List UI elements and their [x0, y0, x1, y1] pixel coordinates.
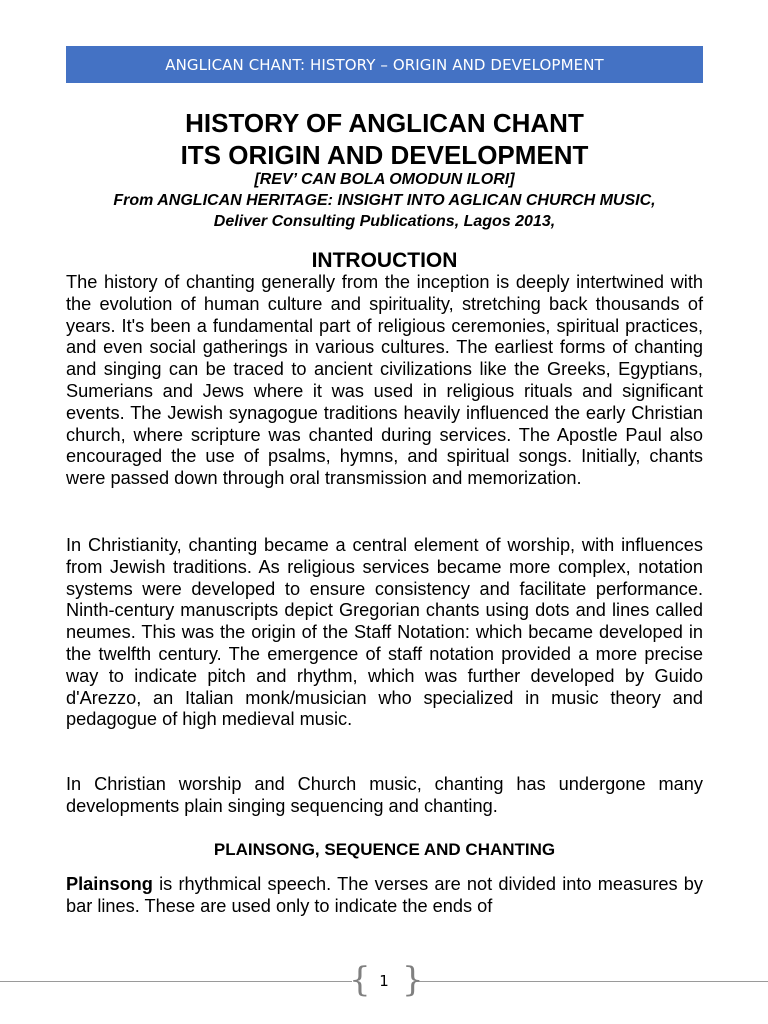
document-title-line2: ITS ORIGIN AND DEVELOPMENT [180, 140, 589, 170]
body-paragraph-2: In Christianity, chanting became a central element of worship, with influences from Jewish traditions. As religious services became more complex, notation systems were developed to ensure consistency and facilitate performance. Ninth-century manuscripts depict Gregorian chants using dots and lines called neumes. This was the origin of the Staff Notation: which became developed in the twelfth century. The emergence of staff notation provided a more precise way to indicate pitch and rhythm, which was further developed by Guido d'Arezzo, an Italian monk/musician who specialized in music theory and pedagogue of high medieval music. [66, 535, 703, 730]
section-heading-introduction: INTROUCTION [311, 249, 458, 272]
source-line1: From ANGLICAN HERITAGE: INSIGHT INTO AGLICAN CHURCH MUSIC, [113, 192, 656, 209]
author-line: [REV’ CAN BOLA OMODUN ILORI] [254, 171, 515, 188]
running-header-text: ANGLICAN CHANT: HISTORY – ORIGIN AND DEVELOPMENT [165, 55, 604, 74]
left-brace-icon: { [349, 960, 371, 1000]
body-paragraph-4-text: is rhythmical speech. The verses are not divided into measures by bar lines. These are used only to indicate the ends of [66, 874, 703, 916]
source-line2: Deliver Consulting Publications, Lagos 2013, [213, 213, 556, 230]
body-paragraph-3: In Christian worship and Church music, chanting has undergone many developments plain singing sequencing and chanting. [66, 774, 703, 816]
right-brace-icon: } [402, 960, 424, 1000]
running-header [66, 46, 703, 83]
body-paragraph-4 [66, 874, 703, 918]
document-title-line1: HISTORY OF ANGLICAN CHANT [185, 108, 584, 138]
page-number: 1 [379, 972, 389, 990]
term-plainsong: Plainsong [66, 874, 153, 894]
body-paragraph-1: The history of chanting generally from the inception is deeply intertwined with the evolution of human culture and spirituality, stretching back thousands of years. It's been a fundamental part of religious ceremonies, spiritual practices, and even social gatherings in various cultures. The earliest forms of chanting and singing can be traced to ancient civilizations like the Greeks, Egyptians, Sumerians and Jews where it was used in religious rituals and significant events. The Jewish synagogue traditions heavily influenced the early Christian church, where scripture was chanted during services. The Apostle Paul also encouraged the use of psalms, hymns, and spiritual songs. Initially, chants were passed down through oral transmission and memorization. [66, 272, 703, 489]
sub-heading-plainsong: PLAINSONG, SEQUENCE AND CHANTING [213, 840, 556, 859]
